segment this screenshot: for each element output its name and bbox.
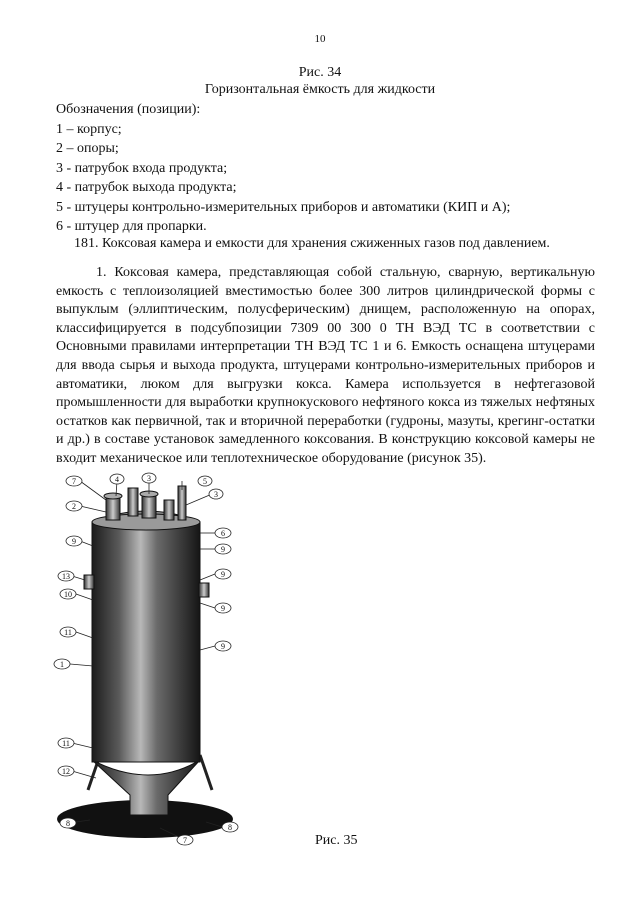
callout-7-bottom (177, 835, 193, 845)
callout-3b (209, 489, 223, 499)
coke-drum-figure (0, 470, 640, 850)
svg-text:3: 3 (214, 490, 218, 499)
svg-text:9: 9 (221, 604, 225, 613)
callout-13 (58, 571, 74, 581)
legend-item: 1 – корпус; (56, 121, 122, 137)
callout-11b (58, 738, 74, 748)
drum-shell (92, 522, 200, 762)
legend-item: 4 - патрубок выхода продукта; (56, 180, 237, 195)
section-heading: 181. Коксовая камера и емкости для хранения сжиженных газов под давлением. (74, 236, 550, 251)
legend (56, 100, 616, 237)
svg-text:4: 4 (115, 475, 119, 484)
callout-3a (142, 473, 156, 483)
figure-34-caption: Рис. 34 (298, 65, 342, 80)
svg-text:7: 7 (183, 836, 187, 845)
callout-9-right-c (215, 603, 231, 613)
legend-item: 3 - патрубок входа продукта; (56, 160, 228, 176)
svg-text:11: 11 (64, 628, 72, 637)
svg-text:6: 6 (221, 529, 225, 538)
callout-9-right-d (215, 641, 231, 651)
legend-item: 2 – опоры; (56, 141, 119, 156)
side-nozzle-right (199, 583, 209, 597)
svg-text:13: 13 (62, 572, 70, 581)
svg-text:12: 12 (62, 767, 70, 776)
svg-text:8: 8 (228, 823, 232, 832)
callout-8a (60, 818, 76, 828)
legend-item: 5 - штуцеры контрольно-измерительных приборов и автоматики (КИП и А); (56, 199, 511, 215)
page-number: 10 (314, 33, 326, 45)
body-paragraph (56, 264, 595, 469)
callout-11a (60, 627, 76, 637)
callout-12 (58, 766, 74, 776)
svg-text:9: 9 (221, 545, 225, 554)
callout-9-right-b (215, 569, 231, 579)
svg-text:7: 7 (72, 477, 76, 486)
svg-text:1: 1 (60, 660, 64, 669)
svg-text:8: 8 (66, 819, 70, 828)
svg-text:9: 9 (72, 537, 76, 546)
figure-34-title: Горизонтальная ёмкость для жидкости (204, 82, 436, 97)
callout-5 (198, 476, 212, 486)
callout-9-left (66, 536, 82, 546)
callout-9-right-a (215, 544, 231, 554)
svg-text:10: 10 (64, 590, 72, 599)
coke-drum-illustration (0, 470, 640, 850)
svg-text:2: 2 (72, 502, 76, 511)
callout-7-top (66, 476, 82, 486)
svg-text:11: 11 (62, 739, 70, 748)
figure-35-caption: Рис. 35 (315, 833, 358, 848)
svg-text:5: 5 (203, 477, 207, 486)
callout-1 (54, 659, 70, 669)
svg-text:3: 3 (147, 474, 151, 483)
body-paragraph-text: 1. Коксовая камера, представляющая собой стальную, сварную, вертикальную емкость с теплоизоляцией вместимостью более 300 литров цилиндрической формы с выпуклым (эллиптическим, полусферическим) днищем, расположенную на опорах, классифицируется в подсубпозиции 7309 00 300 0 ТН ВЭД ТС в соответствии с Основными правилами интерпретации ТН ВЭД ТС 1 и 6. Емкость оснащена штуцерами для ввода сырья и выхода продукта, штуцерами контрольно-измерительных приборов и автоматики, люком для выгрузки кокса. Камера используется в нефтегазовой промышленности для выработки крупнокускового нефтяного кокса из тяжелых нефтяных остатков как первичной, так и вторичной переработки (гудроны, мазуты, крегинг-остатки и др.) в составе установок замедленного коксования. В конструкцию коксовой камеры не входит механическое или теплотехническое оборудование (рисунок 35). (56, 265, 595, 466)
callout-2 (66, 501, 82, 511)
callout-4 (110, 474, 124, 484)
legend-heading: Обозначения (позиции): (56, 102, 201, 117)
callout-8b (222, 822, 238, 832)
svg-text:9: 9 (221, 642, 225, 651)
callout-6 (215, 528, 231, 538)
svg-text:9: 9 (221, 570, 225, 579)
side-nozzle-left (84, 575, 94, 589)
legend-item: 6 - штуцер для пропарки. (56, 219, 207, 234)
callout-10 (60, 589, 76, 599)
